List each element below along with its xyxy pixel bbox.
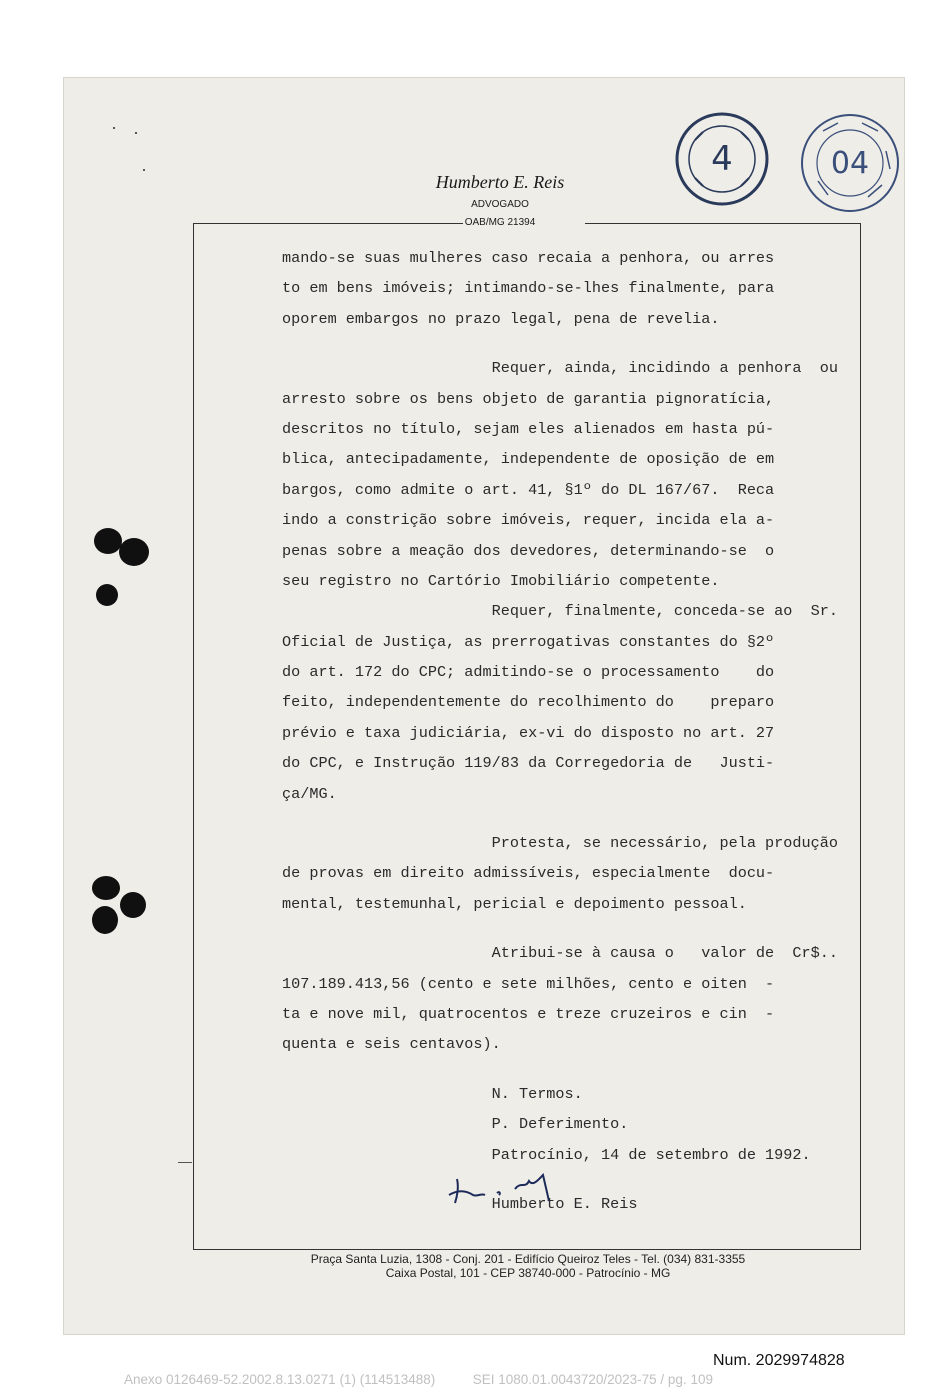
punch-hole	[120, 892, 146, 918]
handwritten-signature-icon	[445, 1171, 565, 1211]
stamp1-number: 4	[711, 139, 733, 179]
edge-tick	[178, 1162, 192, 1163]
text-line: ça/MG.	[282, 784, 337, 803]
speck	[113, 127, 115, 129]
text-line: ta e nove mil, quatrocentos e treze cruzeiros e cin -	[282, 1004, 775, 1023]
text-line: indo a constrição sobre imóveis, requer, incida ela a-	[282, 511, 775, 530]
court-stamp-icon	[673, 110, 771, 208]
text-line: 107.189.413,56 (cento e sete milhões, cento e oiten -	[282, 974, 775, 993]
text-line: arresto sobre os bens objeto de garantia pignoratícia,	[282, 389, 775, 408]
text-line: P. Deferimento.	[282, 1115, 629, 1134]
punch-hole	[94, 528, 122, 554]
text-line: to em bens imóveis; intimando-se-lhes finalmente, para	[282, 279, 775, 298]
text-line: mando-se suas mulheres caso recaia a penhora, ou arres	[282, 249, 775, 267]
paragraph-gap	[282, 334, 837, 353]
paragraph-gap	[282, 1060, 837, 1079]
paragraph-gap	[282, 809, 837, 828]
text-line: quenta e seis centavos).	[282, 1035, 501, 1054]
text-line: prévio e taxa judiciária, ex-vi do disposto no art. 27	[282, 723, 775, 742]
letterhead-title: ADVOGADO	[471, 199, 529, 210]
punch-hole	[119, 538, 149, 566]
text-line: Requer, finalmente, conceda-se ao Sr.	[282, 602, 838, 621]
text-line: N. Termos.	[282, 1084, 583, 1103]
letterhead-oab: OAB/MG 21394	[464, 217, 536, 228]
text-line: do art. 172 do CPC; admitindo-se o processamento do	[282, 663, 775, 682]
text-line: seu registro no Cartório Imobiliário competente.	[282, 571, 720, 590]
stamp2-number: 04	[830, 146, 870, 181]
footer-postal-line: Caixa Postal, 101 - CEP 38740-000 - Patrocínio - MG	[385, 1266, 671, 1280]
text-line: Protesta, se necessário, pela produção	[282, 834, 838, 853]
footer-address-line: Praça Santa Luzia, 1308 - Conj. 201 - Edifício Queiroz Teles - Tel. (034) 831-3355	[310, 1252, 746, 1266]
text-line: Oficial de Justiça, as prerrogativas constantes do §2º	[282, 632, 775, 651]
punch-hole	[92, 906, 118, 934]
petition-body	[282, 243, 837, 1219]
text-line: blica, antecipadamente, independente de oposição de em	[282, 450, 775, 469]
text-line: Atribui-se à causa o valor de Cr$..	[282, 944, 838, 963]
speck	[135, 132, 137, 134]
text-line: descritos no título, sejam eles alienados em hasta pú-	[282, 419, 775, 438]
text-line: Patrocínio, 14 de setembro de 1992.	[282, 1145, 811, 1164]
paragraph-gap	[282, 919, 837, 938]
letterhead-name: Humberto E. Reis	[435, 172, 565, 192]
text-line: mental, testemunhal, pericial e depoimento pessoal.	[282, 894, 747, 913]
text-line: penas sobre a meação dos devedores, determinando-se o	[282, 541, 775, 560]
punch-hole	[96, 584, 118, 606]
text-line: oporem embargos no prazo legal, pena de revelia.	[282, 309, 720, 328]
annex-reference: Anexo 0126469-52.2002.8.13.0271 (1) (114513488) SEI 1080.01.0043720/2023-75 / pg. 109	[124, 1372, 713, 1387]
speck	[143, 169, 145, 171]
text-line: feito, independentemente do recolhimento do preparo	[282, 693, 775, 712]
text-line: Humberto E. Reis	[282, 1194, 638, 1213]
secretaria-stamp-icon	[798, 111, 902, 215]
punch-hole	[92, 876, 120, 900]
text-line: bargos, como admite o art. 41, §1º do DL 167/67. Reca	[282, 480, 775, 499]
text-line: do CPC, e Instrução 119/83 da Corregedoria de Justi-	[282, 754, 775, 773]
text-line: Requer, ainda, incidindo a penhora ou	[282, 359, 838, 378]
text-line: de provas em direito admissíveis, especialmente docu-	[282, 864, 775, 883]
document-number: Num. 2029974828	[713, 1352, 845, 1369]
